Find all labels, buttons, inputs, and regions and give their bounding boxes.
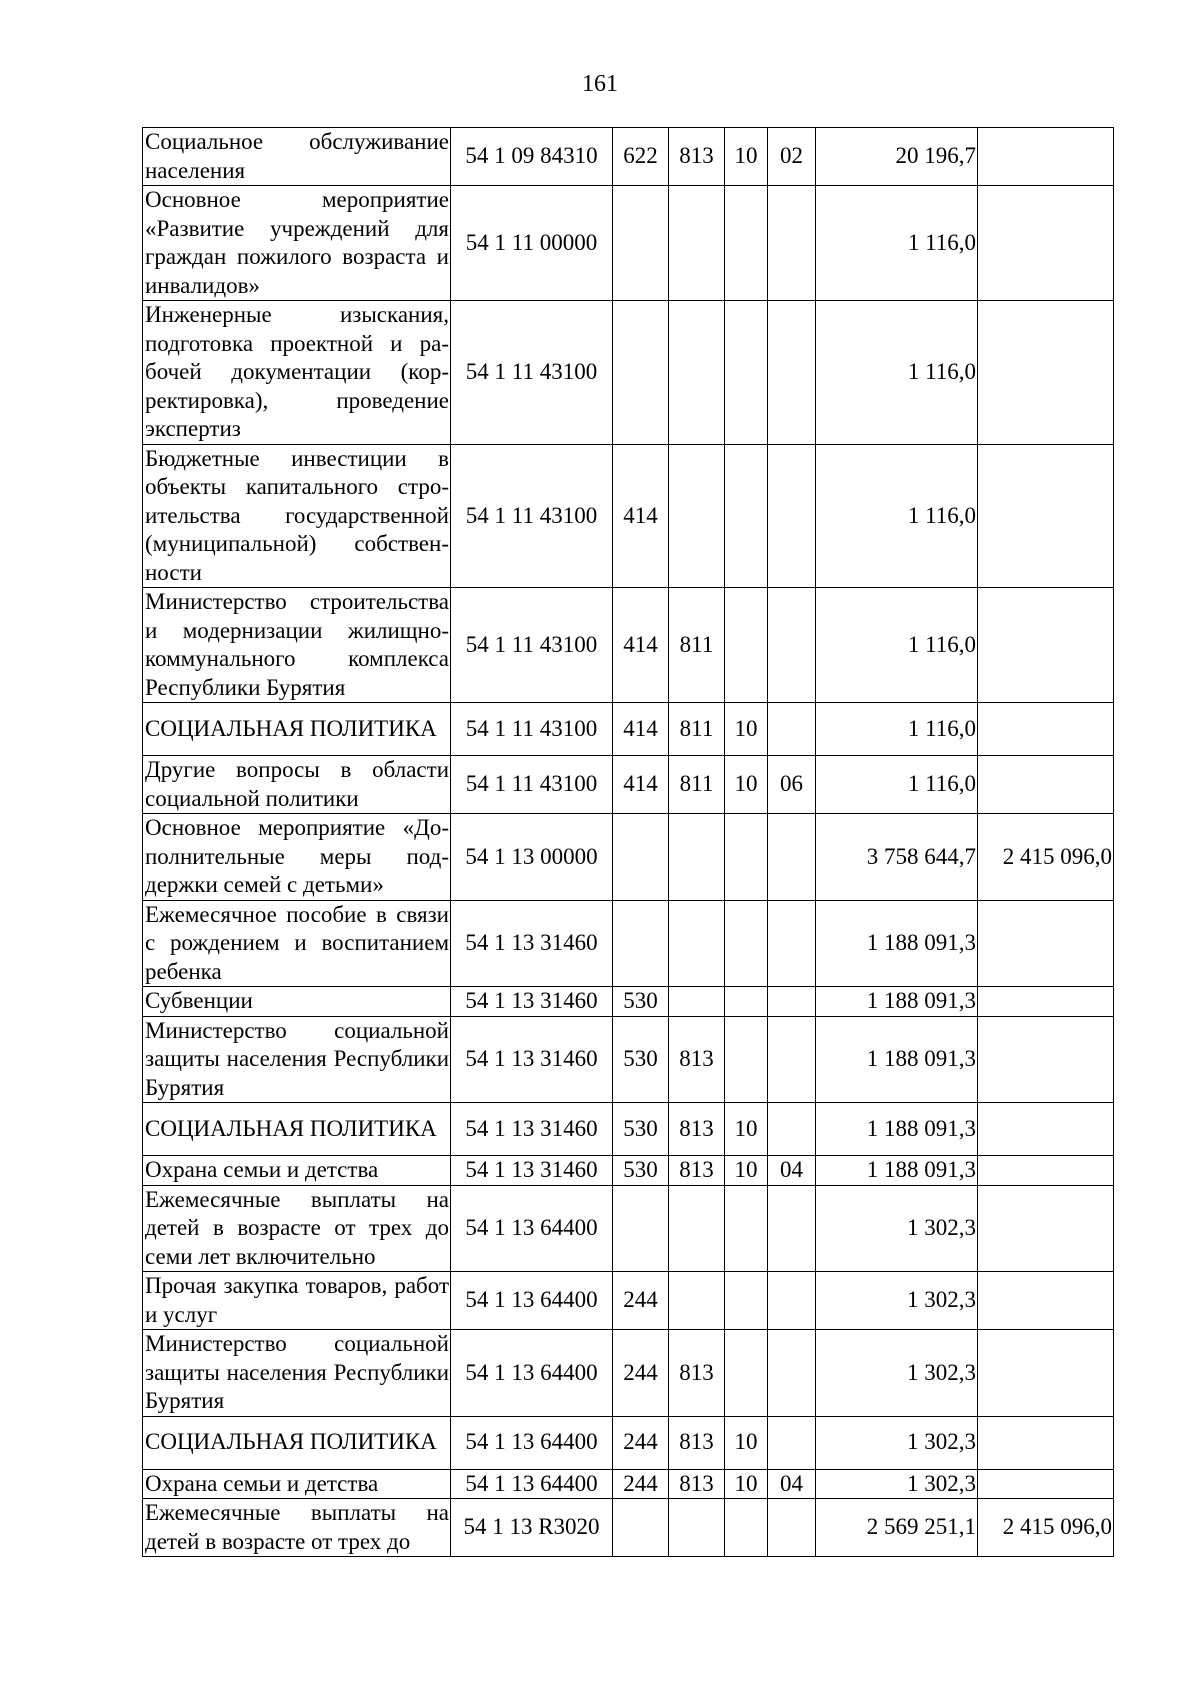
ministry-code-cell: 813 bbox=[669, 128, 725, 186]
target-article-code-cell: 54 1 11 43100 bbox=[451, 588, 613, 703]
expense-type-cell: 530 bbox=[613, 987, 669, 1017]
subsection-code-cell: 06 bbox=[768, 756, 816, 814]
table-row bbox=[143, 444, 1114, 588]
table-row bbox=[143, 1416, 1114, 1469]
ministry-code-cell bbox=[669, 814, 725, 901]
amount-total-cell: 1 188 091,3 bbox=[816, 1103, 978, 1156]
section-code-cell bbox=[725, 814, 768, 901]
amount-total-cell: 1 116,0 bbox=[816, 186, 978, 301]
section-code-cell bbox=[725, 1185, 768, 1272]
expense-type-cell bbox=[613, 1499, 669, 1557]
budget-table-body bbox=[143, 128, 1114, 1557]
target-article-code-cell: 54 1 13 64400 bbox=[451, 1272, 613, 1330]
subsection-code-cell: 04 bbox=[768, 1469, 816, 1499]
row-name-cell: Министерство социальной защиты населения Республики Бурятия bbox=[143, 1330, 451, 1417]
row-name-cell: СОЦИАЛЬНАЯ ПОЛИТИКА bbox=[143, 1103, 451, 1156]
ministry-code-cell: 813 bbox=[669, 1469, 725, 1499]
section-code-cell bbox=[725, 444, 768, 588]
target-article-code-cell: 54 1 13 31460 bbox=[451, 1103, 613, 1156]
target-article-code-cell: 54 1 11 00000 bbox=[451, 186, 613, 301]
subsection-code-cell bbox=[768, 703, 816, 756]
row-name-cell: Министерство социальной защиты населения Республики Бурятия bbox=[143, 1016, 451, 1103]
subsection-code-cell bbox=[768, 987, 816, 1017]
row-name-cell: Инженерные изыскания, подготовка проектной и рабочей документации (корректировка), проведение экспертиз bbox=[143, 301, 451, 445]
table-row bbox=[143, 1330, 1114, 1417]
expense-type-cell: 244 bbox=[613, 1330, 669, 1417]
amount-federal-cell bbox=[978, 756, 1114, 814]
amount-total-cell: 1 302,3 bbox=[816, 1185, 978, 1272]
row-name-cell: Прочая закупка товаров, работ и услуг bbox=[143, 1272, 451, 1330]
ministry-code-cell: 811 bbox=[669, 588, 725, 703]
subsection-code-cell: 02 bbox=[768, 128, 816, 186]
table-row bbox=[143, 1469, 1114, 1499]
subsection-code-cell bbox=[768, 900, 816, 987]
expense-type-cell bbox=[613, 301, 669, 445]
section-code-cell bbox=[725, 900, 768, 987]
table-row bbox=[143, 128, 1114, 186]
amount-federal-cell bbox=[978, 987, 1114, 1017]
ministry-code-cell bbox=[669, 1185, 725, 1272]
amount-federal-cell: 2 415 096,0 bbox=[978, 1499, 1114, 1557]
target-article-code-cell: 54 1 13 31460 bbox=[451, 1156, 613, 1186]
amount-federal-cell bbox=[978, 1185, 1114, 1272]
ministry-code-cell: 813 bbox=[669, 1416, 725, 1469]
ministry-code-cell: 813 bbox=[669, 1103, 725, 1156]
section-code-cell bbox=[725, 987, 768, 1017]
expense-type-cell: 414 bbox=[613, 444, 669, 588]
amount-federal-cell bbox=[978, 588, 1114, 703]
expense-type-cell: 414 bbox=[613, 703, 669, 756]
target-article-code-cell: 54 1 11 43100 bbox=[451, 756, 613, 814]
amount-federal-cell bbox=[978, 301, 1114, 445]
row-name-cell: Ежемесячные выплаты на детей в возрасте от трех до семи лет включительно bbox=[143, 1185, 451, 1272]
amount-federal-cell bbox=[978, 1330, 1114, 1417]
row-name-cell: СОЦИАЛЬНАЯ ПОЛИТИКА bbox=[143, 703, 451, 756]
subsection-code-cell bbox=[768, 1499, 816, 1557]
section-code-cell bbox=[725, 1330, 768, 1417]
table-row bbox=[143, 987, 1114, 1017]
subsection-code-cell bbox=[768, 186, 816, 301]
amount-federal-cell bbox=[978, 444, 1114, 588]
amount-total-cell: 1 116,0 bbox=[816, 444, 978, 588]
amount-total-cell: 1 116,0 bbox=[816, 301, 978, 445]
subsection-code-cell bbox=[768, 301, 816, 445]
section-code-cell bbox=[725, 1016, 768, 1103]
table-row bbox=[143, 814, 1114, 901]
amount-total-cell: 1 188 091,3 bbox=[816, 1156, 978, 1186]
section-code-cell: 10 bbox=[725, 1416, 768, 1469]
ministry-code-cell bbox=[669, 444, 725, 588]
subsection-code-cell bbox=[768, 1416, 816, 1469]
expense-type-cell: 244 bbox=[613, 1416, 669, 1469]
row-name-cell: Ежемесячные выплаты на детей в возрасте от трех до bbox=[143, 1499, 451, 1557]
amount-total-cell: 1 116,0 bbox=[816, 756, 978, 814]
target-article-code-cell: 54 1 09 84310 bbox=[451, 128, 613, 186]
table-row bbox=[143, 301, 1114, 445]
table-row bbox=[143, 900, 1114, 987]
amount-total-cell: 1 302,3 bbox=[816, 1330, 978, 1417]
table-row bbox=[143, 756, 1114, 814]
amount-total-cell: 1 116,0 bbox=[816, 588, 978, 703]
row-name-cell: Ежемесячное пособие в связи с рождением и воспитанием ребенка bbox=[143, 900, 451, 987]
subsection-code-cell bbox=[768, 1330, 816, 1417]
ministry-code-cell bbox=[669, 301, 725, 445]
ministry-code-cell: 813 bbox=[669, 1330, 725, 1417]
expense-type-cell bbox=[613, 1185, 669, 1272]
subsection-code-cell bbox=[768, 444, 816, 588]
page-number: 161 bbox=[582, 71, 618, 97]
section-code-cell bbox=[725, 301, 768, 445]
amount-total-cell: 1 302,3 bbox=[816, 1469, 978, 1499]
amount-total-cell: 1 188 091,3 bbox=[816, 900, 978, 987]
ministry-code-cell bbox=[669, 1272, 725, 1330]
amount-federal-cell bbox=[978, 1272, 1114, 1330]
section-code-cell: 10 bbox=[725, 128, 768, 186]
ministry-code-cell: 811 bbox=[669, 703, 725, 756]
table-row bbox=[143, 1103, 1114, 1156]
subsection-code-cell bbox=[768, 1103, 816, 1156]
amount-federal-cell bbox=[978, 1156, 1114, 1186]
section-code-cell: 10 bbox=[725, 1103, 768, 1156]
target-article-code-cell: 54 1 13 31460 bbox=[451, 900, 613, 987]
ministry-code-cell: 813 bbox=[669, 1016, 725, 1103]
amount-total-cell: 1 188 091,3 bbox=[816, 987, 978, 1017]
amount-federal-cell bbox=[978, 1103, 1114, 1156]
table-row bbox=[143, 1016, 1114, 1103]
row-name-cell: Основное мероприятие «Дополнительные меры поддержки семей с детьми» bbox=[143, 814, 451, 901]
target-article-code-cell: 54 1 13 00000 bbox=[451, 814, 613, 901]
section-code-cell bbox=[725, 1499, 768, 1557]
expense-type-cell bbox=[613, 186, 669, 301]
amount-total-cell: 1 116,0 bbox=[816, 703, 978, 756]
section-code-cell bbox=[725, 588, 768, 703]
table-row bbox=[143, 1156, 1114, 1186]
row-name-cell: Охрана семьи и детства bbox=[143, 1156, 451, 1186]
amount-federal-cell bbox=[978, 1469, 1114, 1499]
target-article-code-cell: 54 1 13 31460 bbox=[451, 987, 613, 1017]
budget-table bbox=[142, 127, 1114, 1557]
table-row bbox=[143, 588, 1114, 703]
target-article-code-cell: 54 1 13 64400 bbox=[451, 1469, 613, 1499]
target-article-code-cell: 54 1 13 64400 bbox=[451, 1330, 613, 1417]
target-article-code-cell: 54 1 13 64400 bbox=[451, 1185, 613, 1272]
row-name-cell: Субвенции bbox=[143, 987, 451, 1017]
table-row bbox=[143, 703, 1114, 756]
section-code-cell: 10 bbox=[725, 756, 768, 814]
amount-total-cell: 1 302,3 bbox=[816, 1272, 978, 1330]
amount-total-cell: 1 302,3 bbox=[816, 1416, 978, 1469]
amount-federal-cell bbox=[978, 128, 1114, 186]
expense-type-cell: 244 bbox=[613, 1272, 669, 1330]
row-name-cell: СОЦИАЛЬНАЯ ПОЛИТИКА bbox=[143, 1416, 451, 1469]
amount-federal-cell bbox=[978, 1416, 1114, 1469]
amount-federal-cell bbox=[978, 703, 1114, 756]
target-article-code-cell: 54 1 13 R3020 bbox=[451, 1499, 613, 1557]
amount-federal-cell bbox=[978, 900, 1114, 987]
ministry-code-cell bbox=[669, 1499, 725, 1557]
target-article-code-cell: 54 1 13 31460 bbox=[451, 1016, 613, 1103]
row-name-cell: Министерство строительства и модернизации жилищно-коммунального комплекса Республики Бурятия bbox=[143, 588, 451, 703]
ministry-code-cell: 813 bbox=[669, 1156, 725, 1186]
expense-type-cell: 622 bbox=[613, 128, 669, 186]
expense-type-cell: 530 bbox=[613, 1103, 669, 1156]
expense-type-cell: 414 bbox=[613, 756, 669, 814]
amount-total-cell: 2 569 251,1 bbox=[816, 1499, 978, 1557]
subsection-code-cell bbox=[768, 588, 816, 703]
row-name-cell: Другие вопросы в области социальной политики bbox=[143, 756, 451, 814]
subsection-code-cell: 04 bbox=[768, 1156, 816, 1186]
amount-total-cell: 20 196,7 bbox=[816, 128, 978, 186]
table-row bbox=[143, 1499, 1114, 1557]
row-name-cell: Основное мероприятие «Развитие учреждений для граждан пожилого возраста и инвалидов» bbox=[143, 186, 451, 301]
expense-type-cell: 530 bbox=[613, 1156, 669, 1186]
amount-total-cell: 3 758 644,7 bbox=[816, 814, 978, 901]
subsection-code-cell bbox=[768, 814, 816, 901]
table-row bbox=[143, 186, 1114, 301]
target-article-code-cell: 54 1 13 64400 bbox=[451, 1416, 613, 1469]
ministry-code-cell bbox=[669, 900, 725, 987]
expense-type-cell: 244 bbox=[613, 1469, 669, 1499]
expense-type-cell: 530 bbox=[613, 1016, 669, 1103]
ministry-code-cell: 811 bbox=[669, 756, 725, 814]
table-row bbox=[143, 1185, 1114, 1272]
row-name-cell: Бюджетные инвестиции в объекты капитального строительства государственной (муниципальной) собственности bbox=[143, 444, 451, 588]
target-article-code-cell: 54 1 11 43100 bbox=[451, 444, 613, 588]
ministry-code-cell bbox=[669, 186, 725, 301]
subsection-code-cell bbox=[768, 1272, 816, 1330]
section-code-cell bbox=[725, 186, 768, 301]
expense-type-cell bbox=[613, 900, 669, 987]
target-article-code-cell: 54 1 11 43100 bbox=[451, 301, 613, 445]
section-code-cell: 10 bbox=[725, 1156, 768, 1186]
expense-type-cell: 414 bbox=[613, 588, 669, 703]
subsection-code-cell bbox=[768, 1016, 816, 1103]
subsection-code-cell bbox=[768, 1185, 816, 1272]
ministry-code-cell bbox=[669, 987, 725, 1017]
section-code-cell bbox=[725, 1272, 768, 1330]
amount-federal-cell bbox=[978, 186, 1114, 301]
row-name-cell: Охрана семьи и детства bbox=[143, 1469, 451, 1499]
table-row bbox=[143, 1272, 1114, 1330]
amount-total-cell: 1 188 091,3 bbox=[816, 1016, 978, 1103]
target-article-code-cell: 54 1 11 43100 bbox=[451, 703, 613, 756]
section-code-cell: 10 bbox=[725, 1469, 768, 1499]
section-code-cell: 10 bbox=[725, 703, 768, 756]
row-name-cell: Социальное обслуживание населения bbox=[143, 128, 451, 186]
amount-federal-cell: 2 415 096,0 bbox=[978, 814, 1114, 901]
amount-federal-cell bbox=[978, 1016, 1114, 1103]
expense-type-cell bbox=[613, 814, 669, 901]
